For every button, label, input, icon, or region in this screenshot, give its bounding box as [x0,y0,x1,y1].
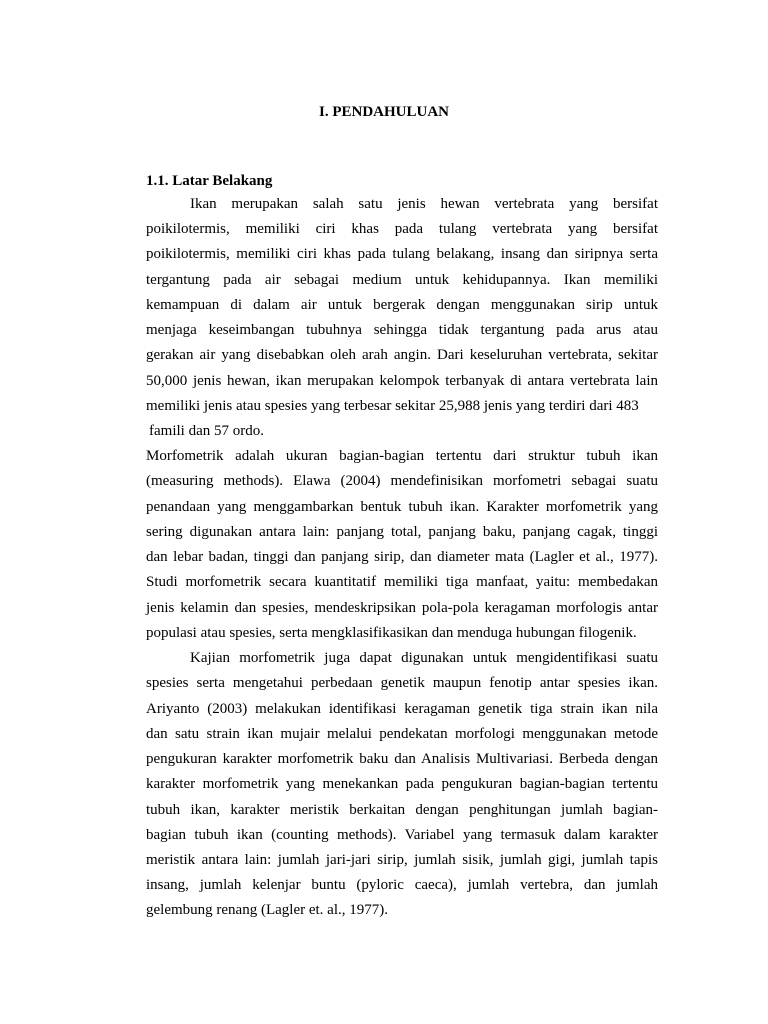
text-line: karakter morfometrik yang menekankan pada pengukuran bagian-bagian tertentu [146,776,658,792]
text-line: 50,000 jenis hewan, ikan merupakan kelompok terbanyak di antara vertebrata lain [146,373,658,389]
text-line: tergantung pada air sebagai medium untuk kehidupannya. Ikan memiliki [146,272,658,288]
text-line: dan satu strain ikan mujair melalui pendekatan morfologi menggunakan metode [146,726,658,742]
text-line: gerakan air yang disebabkan oleh arah angin. Dari keseluruhan vertebrata, sekitar [146,347,658,363]
text-line: poikilotermis, memiliki ciri khas pada tulang belakang, insang dan siripnya serta [146,246,658,262]
text-line: gelembung renang (Lagler et. al., 1977). [146,902,388,918]
text-line: populasi atau spesies, serta mengklasifikasikan dan menduga hubungan filogenik. [146,625,637,641]
text-line: meristik antara lain: jumlah jari-jari sirip, jumlah sisik, jumlah gigi, jumlah tapis [146,852,658,868]
text-line: Morfometrik adalah ukuran bagian-bagian tertentu dari struktur tubuh ikan [146,448,658,464]
text-line: kemampuan di dalam air untuk bergerak dengan menggunakan sirip untuk [146,297,658,313]
page-title: I. PENDAHULUAN [318,104,449,120]
text-line: penandaan yang menggambarkan bentuk tubuh ikan. Karakter morfometrik yang [146,499,658,515]
section-heading: 1.1. Latar Belakang [146,173,273,189]
text-line: (measuring methods). Elawa (2004) mendefinisikan morfometri sebagai suatu [146,473,658,489]
text-line: Studi morfometrik secara kuantitatif memiliki tiga manfaat, yaitu: membedakan [146,574,658,590]
text-line: spesies serta mengetahui perbedaan genetik maupun fenotip antar spesies ikan. [146,675,658,691]
text-line: tubuh ikan, karakter meristik berkaitan dengan penghitungan jumlah bagian- [146,802,658,818]
text-line: dan lebar badan, tinggi dan panjang sirip, dan diameter mata (Lagler et al., 1977). [146,549,658,565]
text-line: Ikan merupakan salah satu jenis hewan vertebrata yang bersifat [190,196,658,212]
text-line: menjaga keseimbangan tubuhnya sehingga tidak tergantung pada arus atau [146,322,658,338]
text-line: jenis kelamin dan spesies, mendeskripsikan pola-pola keragaman morfologis antar [146,600,658,616]
text-line: Kajian morfometrik juga dapat digunakan untuk mengidentifikasi suatu [190,650,658,666]
text-line: bagian tubuh ikan (counting methods). Variabel yang termasuk dalam karakter [146,827,658,843]
text-line: poikilotermis, memiliki ciri khas pada tulang vertebrata yang bersifat [146,221,658,237]
text-line: pengukuran karakter morfometrik baku dan Analisis Multivariasi. Berbeda dengan [146,751,658,767]
text-line: famili dan 57 ordo. [149,423,264,439]
text-line: sering digunakan antara lain: panjang total, panjang baku, panjang cagak, tinggi [146,524,658,540]
text-line: Ariyanto (2003) melakukan identifikasi keragaman genetik tiga strain ikan nila [146,701,658,717]
text-line: memiliki jenis atau spesies yang terbesar sekitar 25,988 jenis yang terdiri dari 483 [146,398,639,414]
text-line: insang, jumlah kelenjar buntu (pyloric caeca), jumlah vertebra, dan jumlah [146,877,658,893]
